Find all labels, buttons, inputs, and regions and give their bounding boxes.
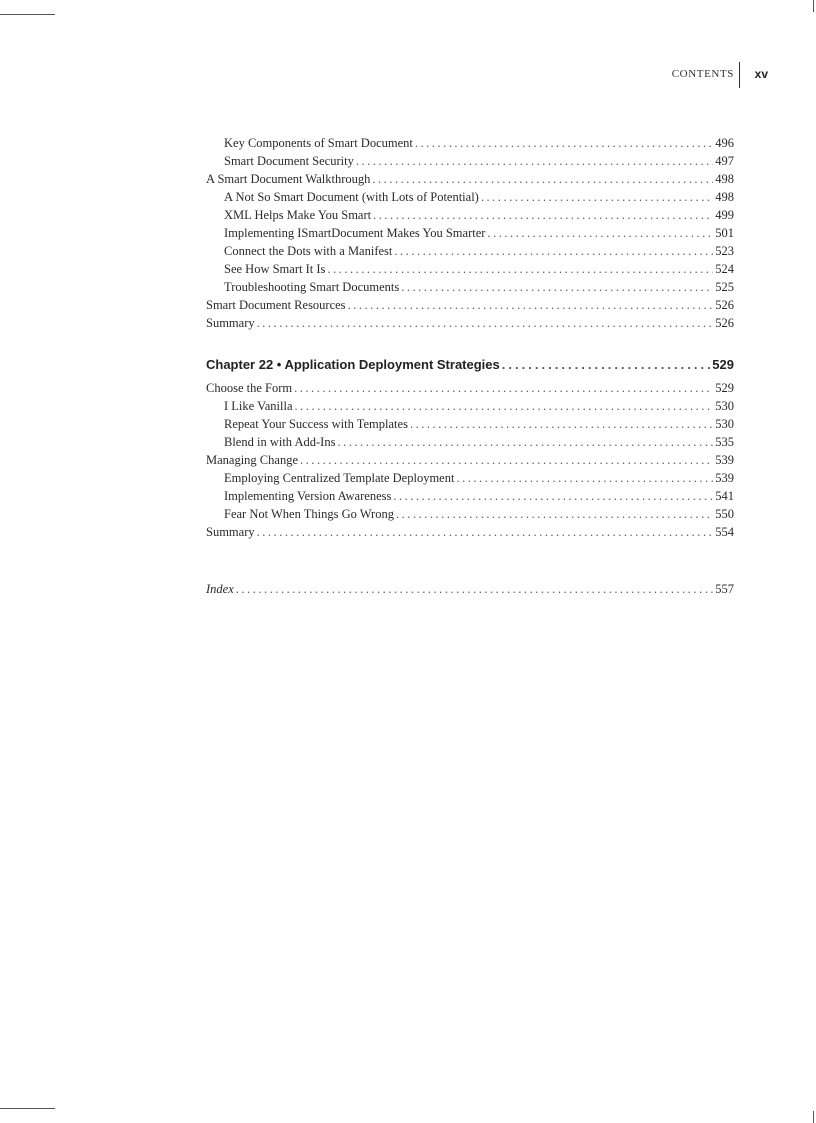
crop-mark-top bbox=[0, 14, 55, 15]
toc-entry-page: 554 bbox=[715, 525, 734, 539]
leader-dots bbox=[257, 314, 714, 332]
toc-entry-page: 524 bbox=[715, 262, 734, 276]
toc-section-deployment bbox=[206, 379, 734, 541]
toc-entry-title: A Smart Document Walkthrough bbox=[206, 172, 371, 186]
toc-entry-title: Repeat Your Success with Templates bbox=[224, 417, 408, 431]
toc-entry-title: Key Components of Smart Document bbox=[224, 136, 413, 150]
toc-entry[interactable] bbox=[206, 314, 734, 332]
toc-entry-title: Connect the Dots with a Manifest bbox=[224, 244, 393, 258]
toc-chapter-block bbox=[206, 355, 734, 375]
toc-entry[interactable] bbox=[206, 188, 734, 206]
toc-entry-title: Smart Document Security bbox=[224, 154, 354, 168]
leader-dots bbox=[415, 134, 713, 152]
toc-entry-page: 529 bbox=[715, 381, 734, 395]
toc-entry-title: Summary bbox=[206, 525, 255, 539]
leader-dots bbox=[394, 242, 713, 260]
toc-entry-title: Fear Not When Things Go Wrong bbox=[224, 507, 394, 521]
toc-index-block bbox=[206, 580, 734, 598]
toc-entry[interactable] bbox=[206, 379, 734, 397]
leader-dots bbox=[393, 487, 713, 505]
toc-entry[interactable] bbox=[206, 134, 734, 152]
toc-entry-page: 530 bbox=[715, 417, 734, 431]
toc-entry[interactable] bbox=[206, 170, 734, 188]
toc-entry[interactable] bbox=[206, 206, 734, 224]
toc-entry[interactable] bbox=[206, 451, 734, 469]
leader-dots bbox=[401, 278, 713, 296]
crop-mark-bottom-right bbox=[813, 1111, 814, 1123]
toc-entry[interactable] bbox=[206, 278, 734, 296]
toc-entry-title: Summary bbox=[206, 316, 255, 330]
crop-mark-bottom bbox=[0, 1108, 55, 1109]
toc-entry-page: 501 bbox=[715, 226, 734, 240]
toc-entry-page: 497 bbox=[715, 154, 734, 168]
leader-dots bbox=[487, 224, 713, 242]
toc-entry-title: Choose the Form bbox=[206, 381, 293, 395]
toc-entry-title: Blend in with Add-Ins bbox=[224, 435, 336, 449]
toc-entry-page: 526 bbox=[715, 298, 734, 312]
leader-dots bbox=[373, 206, 713, 224]
toc-entry-page: 539 bbox=[715, 471, 734, 485]
leader-dots bbox=[337, 433, 713, 451]
toc-entry-page: 499 bbox=[715, 208, 734, 222]
toc-index-title: Index bbox=[206, 582, 234, 596]
toc-entry[interactable] bbox=[206, 487, 734, 505]
toc-entry[interactable] bbox=[206, 415, 734, 433]
toc-chapter-22[interactable] bbox=[206, 355, 734, 375]
toc-index-page: 557 bbox=[715, 582, 734, 596]
toc-entry[interactable] bbox=[206, 523, 734, 541]
toc-entry-title: Implementing Version Awareness bbox=[224, 489, 392, 503]
leader-dots bbox=[257, 523, 714, 541]
toc-chapter-title: Chapter 22 • Application Deployment Strategies bbox=[206, 357, 500, 372]
crop-mark-top-right bbox=[813, 0, 814, 12]
toc-entry[interactable] bbox=[206, 224, 734, 242]
toc-entry-page: 526 bbox=[715, 316, 734, 330]
toc-entry[interactable] bbox=[206, 242, 734, 260]
leader-dots bbox=[410, 415, 713, 433]
toc-entry-title: See How Smart It Is bbox=[224, 262, 326, 276]
toc-entry[interactable] bbox=[206, 260, 734, 278]
toc-entry-page: 550 bbox=[715, 507, 734, 521]
toc-chapter-page: 529 bbox=[712, 357, 734, 372]
leader-dots bbox=[372, 170, 713, 188]
toc-entry-title: I Like Vanilla bbox=[224, 399, 293, 413]
leader-dots bbox=[327, 260, 713, 278]
toc-entry-title: A Not So Smart Document (with Lots of Potential) bbox=[224, 190, 479, 204]
toc-entry-page: 541 bbox=[715, 489, 734, 503]
toc-entry-page: 498 bbox=[715, 190, 734, 204]
running-head-rule bbox=[739, 62, 740, 88]
toc-entry[interactable] bbox=[206, 505, 734, 523]
toc-entry-page: 498 bbox=[715, 172, 734, 186]
toc-entry-title: Employing Centralized Template Deployment bbox=[224, 471, 455, 485]
leader-dots bbox=[294, 379, 713, 397]
leader-dots bbox=[348, 296, 714, 314]
leader-dots bbox=[456, 469, 713, 487]
leader-dots bbox=[502, 355, 711, 375]
toc-section-smart-documents bbox=[206, 134, 734, 332]
running-head-section: CONTENTS bbox=[671, 68, 734, 80]
toc-entry-title: Implementing ISmartDocument Makes You Smarter bbox=[224, 226, 486, 240]
toc-entry-page: 539 bbox=[715, 453, 734, 467]
toc-entry[interactable] bbox=[206, 469, 734, 487]
leader-dots bbox=[300, 451, 713, 469]
toc-entry[interactable] bbox=[206, 433, 734, 451]
page-number: xv bbox=[754, 67, 768, 81]
toc-entry[interactable] bbox=[206, 152, 734, 170]
toc-entry-title: XML Helps Make You Smart bbox=[224, 208, 372, 222]
toc-entry-page: 525 bbox=[715, 280, 734, 294]
toc-entry-page: 535 bbox=[715, 435, 734, 449]
leader-dots bbox=[236, 580, 713, 598]
running-head bbox=[600, 60, 770, 88]
leader-dots bbox=[481, 188, 713, 206]
toc-entry-page: 496 bbox=[715, 136, 734, 150]
toc-entry-page: 530 bbox=[715, 399, 734, 413]
toc-entry-page: 523 bbox=[715, 244, 734, 258]
toc-index[interactable] bbox=[206, 580, 734, 598]
toc-entry[interactable] bbox=[206, 296, 734, 314]
leader-dots bbox=[396, 505, 713, 523]
toc-entry[interactable] bbox=[206, 397, 734, 415]
leader-dots bbox=[356, 152, 713, 170]
toc-entry-title: Troubleshooting Smart Documents bbox=[224, 280, 400, 294]
toc-entry-title: Managing Change bbox=[206, 453, 298, 467]
leader-dots bbox=[295, 397, 714, 415]
toc-entry-title: Smart Document Resources bbox=[206, 298, 346, 312]
